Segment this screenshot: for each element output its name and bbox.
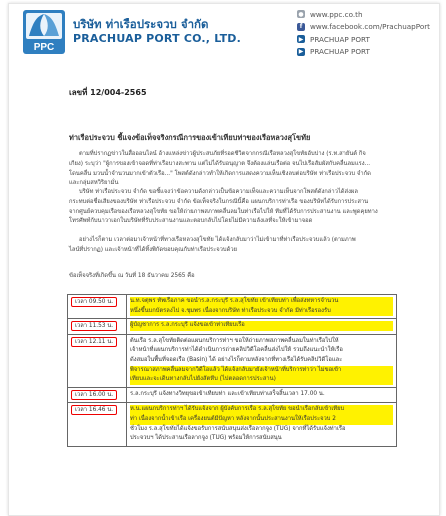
timeline-time [68,403,127,446]
timeline-detail [127,295,397,319]
paragraph-line: โทรศัพท์กับนาวาเอกในบริษัทที่รับประสานงานและตอบกลับไปโดยไม่มีความลังเลที่จะให้เข้ามาจอด [69,218,313,225]
document-title: ท่าเรือประจวบ ชี้แจงข้อเท็จจริงกรณีการของเข้าเทียบท่าของเรือหลวงสุโขทัย [69,133,311,142]
detail-line: ร.ล.กระบุรี แจ้งทางวิทยุขอเข้าเทียบท่า และเข้าเทียบท่าเสร็จสิ้นเวลา 17.00 น. [130,390,325,397]
youtube-icon: ▶ [298,35,304,43]
contact-text: www.facebook.com/PrachuapPort [310,22,430,32]
paragraph-line: กระทบต่อชื่อเสียงของบริษัท ท่าเรือประจวบ จำกัด ข้อเท็จจริงในกรณีนี้คือ แผนกบริการท่าเรือ ของบริษัทได้รับการประสาน [69,198,369,205]
detail-line: เจ้าหน้าที่แผนกบริการท่าได้ดำเนินการถ่ายคลิปวิดีโอคลื่นส่งไปให้ รวมถึงแนะนำให้เรือ [130,347,343,354]
timeline-detail [127,387,397,403]
contact-website[interactable] [297,8,427,21]
paragraph-1 [69,150,385,189]
timeline-detail [127,334,397,387]
contact-facebook[interactable] [297,21,430,34]
timeline-detail [127,319,397,335]
detail-line: ประจวบฯ ได้ประสานเรือลากจูง (TUG) พร้อมให้การสนับสนุน [130,435,282,442]
contact-youtube-1[interactable] [297,33,427,46]
detail-line: พิจารณาสภาพคลื่นลมจากวิดีโอแล้ว ได้แจ้งกลับมายังเจ้าหน้าที่บริการท่าว่า ไม่ขอเข้า [130,366,393,376]
facebook-icon: f [297,23,305,31]
detail-line: หนึ่งขึ้นบกบัตรลงไป จ.ชุมพร เนื่องจากบริษัท ท่าเรือประจวบ จำกัด มีท่าเรือรองรับ [130,307,393,317]
time-label: เวลา 16.00 น. [71,390,117,400]
company-name-en: PRACHUAP PORT CO., LTD. [73,32,242,45]
paragraph-4: ข้อเท็จจริงที่เกิดขึ้น ณ วันที่ 18 ธันวาคม 2565 คือ [69,273,195,279]
timeline-row [68,334,397,387]
contact-text: PRACHUAP PORT [310,34,370,44]
time-label: เวลา 11.53 น. [71,321,117,331]
detail-line: เทียบและจะเดินทางกลับไปยังสัตหีบ (ไปตลอดการประสาน) [130,375,393,385]
document-number: เลขที่ 12/004-2565 [69,88,147,97]
paragraph-2 [69,188,385,227]
timeline-row [68,295,397,319]
paragraph-line: จากศูนย์ควบคุมเรือของเรือหลวงสุโขทัย ขอให้ถ่ายภาพสภาพคลื่นลมในท่าเรือไปให้ ทีมที่ได้รับการประสานงาน และพูดคุยทาง [69,208,378,215]
logo-text: PPC [33,42,55,53]
press-release-page [8,3,440,516]
timeline-row [68,387,397,403]
detail-line: ผู้บัญชาการ ร.ล.กระบุรี แจ้งขอเข้าท่าเทียบเรือ [130,321,393,331]
detail-line: ห.น.แผนกบริการท่าฯ ได้รับแจ้งจาก ผู้บังคับการเรือ ร.ล.สุโขทัย ขอนำเรือกลับเข้าเทียบ [130,405,393,415]
paragraph-line: เกียง) ระบุว่า "ผู้การของเข้าจอดที่ท่าเรือบางสะพาน แต่ไม่ได้รับอนุญาต จึงต้องแล่นเรือต่อ จนไปเรือสัมผัสกับคลื่นลมแรง... [69,160,371,167]
timeline-time [68,334,127,387]
timeline-row [68,403,397,446]
youtube-icon: ▶ [298,48,304,56]
timeline-time [68,319,127,335]
detail-line: ชั่วโมง ร.ล.สุโขทัยได้แจ้งขอรับการสนับสนุนส่งเรือลากจูง (TUG) จากที่ได้รับแจ้งท่าเรือ [130,425,346,432]
paragraph-line: และกลุ่มสหวิริยามั่น [69,180,119,187]
time-label: เวลา 12.11 น. [71,337,117,347]
detail-line: ดังสมอในพื้นที่จอดเรือ (Basin) ได้ อย่างไรก็ตามหลังจากที่ทางเรือได้รับคลิปวิดีโอและ [130,356,343,363]
contact-youtube-2[interactable] [297,46,427,59]
timeline-time [68,387,127,403]
time-label: เวลา 16.46 น. [71,405,117,415]
ppc-logo [23,10,65,54]
contact-text: www.ppc.co.th [310,9,363,19]
paragraph-line: โดนคลื่น มวนน้ำจำนวนมากเข้าตัวเรือ..." โพสต์ดังกล่าวทำให้เกิดการแสดงความเห็นเชิงลบต่อบริษัท ท่าเรือประจวบ จำกัด [69,170,371,177]
globe-icon: ● [298,10,304,18]
contact-text: PRACHUAP PORT [310,47,370,57]
timeline-table [67,294,397,447]
timeline-row [68,319,397,335]
paragraph-3 [69,236,385,256]
company-name-th: บริษัท ท่าเรือประจวบ จำกัด [73,17,209,31]
detail-line: น.ท.จตุพร ทัพเรือภาค ขอนำร.ล.กระบุรี ร.ล.สุโขทัย เข้าเทียบท่า เพื่อส่งทหารจำนวน [130,297,393,307]
detail-line: ต้นเรือ ร.ล.สุโขทัยติดต่อแผนกบริการท่าฯ ขอให้ถ่ายภาพสภาพคลื่นลมในท่าเรือไปให้ [130,337,339,344]
contact-list [297,8,430,58]
paragraph-line: ตามที่ปรากฏข่าวในสื่อออนไลน์ อ้างแหล่งข่าวผู้ประสบภัยที่รอดชีวิตจากกรณีเรือหลวงสุโขทัยอับปาง (ร.ท.สายันต์ กิจ [79,151,366,157]
paragraph-line: บริษัท ท่าเรือประจวบ จำกัด ขอชี้แจงว่าข้อความดังกล่าวเป็นข้อความเท็จและความเห็นจากโพสต์ดังกล่าวได้ส่งผล [79,189,358,195]
timeline-detail [127,403,397,446]
time-label: เวลา 09.50 น. [71,297,117,307]
paragraph-line: ไลน์ที่ปรากฏ) และเจ้าหน้าที่ได้ทิ้งพิกัดขอบคุณกับท่าเรือประจวบด้วย [69,246,238,253]
detail-line: ท่า เนื่องจากน้ำเข้าเรือ เครื่องยนต์มีปัญหา หลังจากนั้นประสานงานให้เรือประจวบ 2 [130,415,393,425]
paragraph-line: อย่างไรก็ตาม เวลาต่อมาเจ้าหน้าที่ทางเรือหลวงสุโขทัย ได้แจ้งกลับมาว่าไม่เข้ามาที่ท่าเรือประจวบแล้ว (ตามภาพ [79,237,356,243]
timeline-time [68,295,127,319]
